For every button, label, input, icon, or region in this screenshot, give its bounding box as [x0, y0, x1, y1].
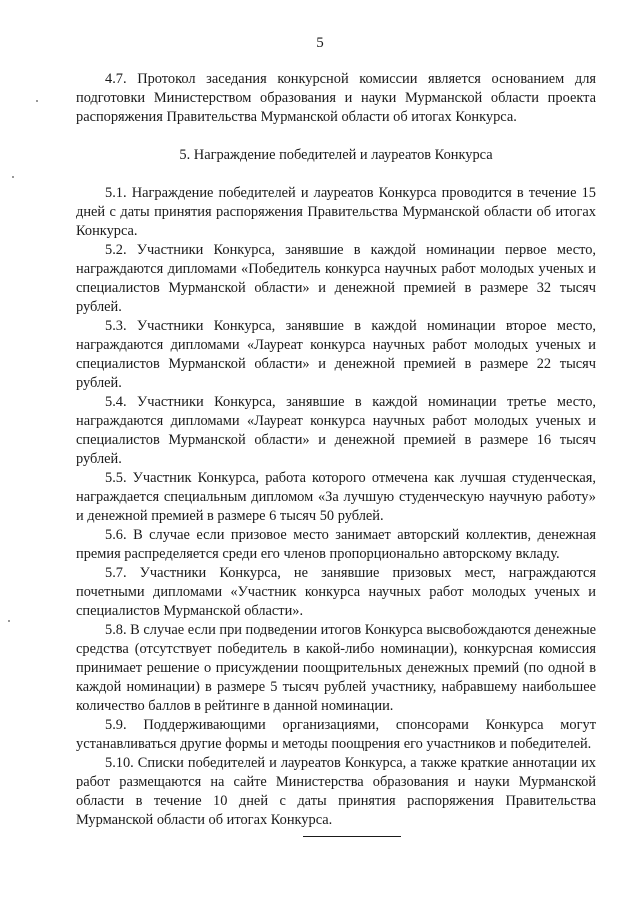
paragraph-5-9: 5.9. Поддерживающими организациями, спонсорами Конкурса могут устанавливаться другие формы и методы поощрения его участников и победителей.	[76, 717, 596, 752]
paragraph-5-6: 5.6. В случае если призовое место занимает авторский коллектив, денежная премия распределяется среди его членов пропорционально авторскому вкладу.	[76, 527, 596, 562]
paragraph-5-4: 5.4. Участники Конкурса, занявшие в каждой номинации третье место, награждаются дипломами «Лауреат конкурса научных работ молодых ученых и специалистов Мурманской области» и денежной премией в размере 16 тысяч рублей.	[76, 394, 596, 467]
paragraph-5-5: 5.5. Участник Конкурса, работа которого отмечена как лучшая студенческая, награждается специальным дипломом «За лучшую студенческую научную работу» и денежной премией в размере 6 тысяч 50 рублей.	[76, 470, 596, 524]
paragraph-5-3: 5.3. Участники Конкурса, занявшие в каждой номинации второе место, награждаются дипломами «Лауреат конкурса научных работ молодых ученых и специалистов Мурманской области» и денежной премией в размере 22 тысяч рублей.	[76, 318, 596, 391]
paragraph-5-10: 5.10. Списки победителей и лауреатов Конкурса, а также краткие аннотации их работ размещаются на сайте Министерства образования и науки Мурманской области в течение 10 дней с даты принятия распоряжения Правительства Мурманской области об итогах Конкурса.	[76, 755, 596, 828]
end-divider	[303, 836, 401, 837]
section-heading: 5. Награждение победителей и лауреатов Конкурса	[179, 147, 493, 163]
paragraph-4-7: 4.7. Протокол заседания конкурсной комиссии является основанием для подготовки Министерством образования и науки Мурманской области проекта распоряжения Правительства Мурманской области об итогах Конкурса.	[76, 71, 596, 125]
paragraph-5-1: 5.1. Награждение победителей и лауреатов Конкурса проводится в течение 15 дней с даты принятия распоряжения Правительства Мурманской области об итогах Конкурса.	[76, 185, 596, 239]
paragraph-5-8: 5.8. В случае если при подведении итогов Конкурса высвобождаются денежные средства (отсутствует победитель в какой-либо номинации), конкурсная комиссия принимает решение о присуждении поощрительных денежных премий (по одной в каждой номинации) в размере 5 тысяч рублей участнику, набравшему наибольшее количество баллов в рейтинге в данной номинации.	[76, 622, 596, 714]
page-number: 5	[316, 35, 324, 51]
paragraph-5-7: 5.7. Участники Конкурса, не занявшие призовых мест, награждаются почетными дипломами «Участник конкурса научных работ молодых ученых и специалистов Мурманской области».	[76, 565, 596, 619]
document-body	[76, 70, 596, 830]
scan-speck	[36, 100, 38, 102]
paragraph-5-2: 5.2. Участники Конкурса, занявшие в каждой номинации первое место, награждаются дипломами «Победитель конкурса научных работ молодых ученых и специалистов Мурманской области» и денежной премией в размере 32 тысяч рублей.	[76, 242, 596, 315]
scan-speck	[12, 176, 14, 178]
scan-speck	[8, 620, 10, 622]
